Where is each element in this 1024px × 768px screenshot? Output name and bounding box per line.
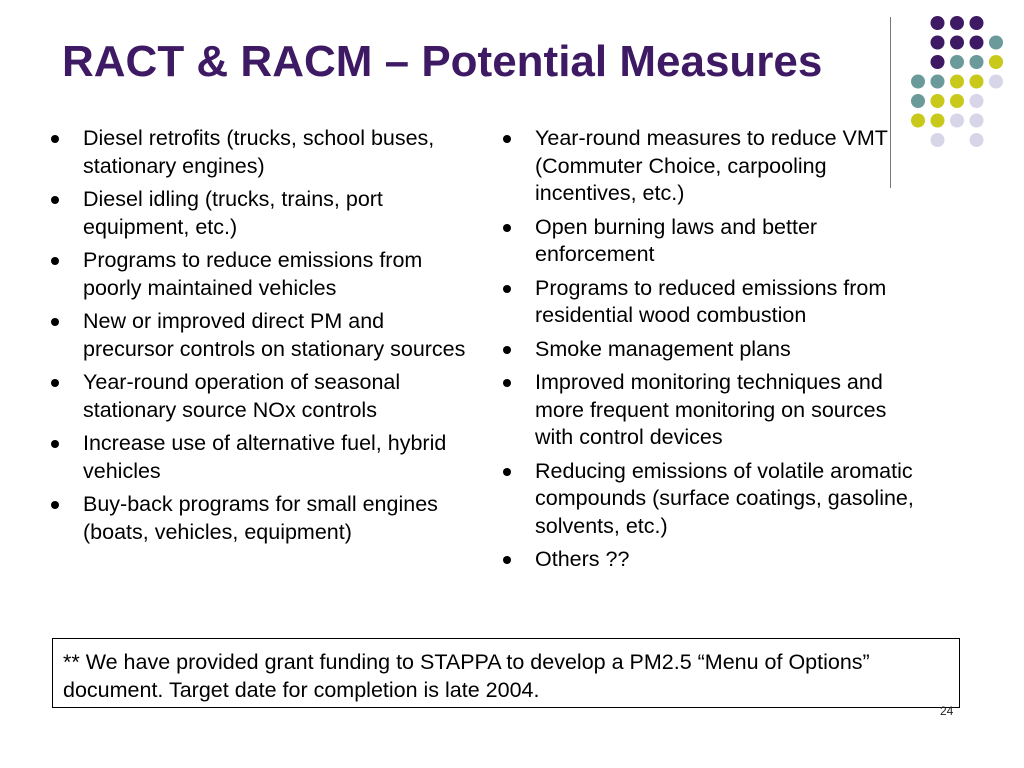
left-bullet-text: New or improved direct PM and precursor controls on stationary sources: [83, 309, 466, 361]
decor-dot: [931, 36, 945, 50]
bullet-dot-icon: [51, 379, 59, 387]
bullet-dot-icon: [503, 346, 511, 354]
decor-dot: [931, 75, 945, 89]
decor-dot: [989, 55, 1003, 69]
decor-dot: [950, 55, 964, 69]
bullet-dot-icon: [51, 440, 59, 448]
right-bullet-item: [499, 546, 929, 574]
right-bullet-text: Open burning laws and better enforcement: [535, 214, 818, 266]
right-bullet-text: Improved monitoring techniques and more frequent monitoring on sources with control devices: [535, 370, 887, 449]
left-bullet-item: [47, 430, 477, 485]
decor-dot: [911, 75, 925, 89]
decor-dot: [931, 94, 945, 108]
right-bullet-item: [499, 458, 929, 541]
page-number: 24: [940, 704, 954, 718]
bullet-dot-icon: [51, 318, 59, 326]
left-bullet-text: Increase use of alternative fuel, hybrid vehicles: [83, 431, 447, 483]
left-bullet-text: Year-round operation of seasonal stationary source NOx controls: [83, 370, 401, 422]
right-bullet-item: [499, 275, 929, 330]
bullet-dot-icon: [51, 196, 59, 204]
decor-dot: [950, 114, 964, 128]
right-bullet-text: Smoke management plans: [535, 336, 791, 361]
bullet-dot-icon: [503, 468, 511, 476]
decor-dot: [970, 16, 984, 30]
bullet-dot-icon: [51, 135, 59, 143]
decor-dot: [970, 75, 984, 89]
bullet-dot-icon: [503, 224, 511, 232]
decor-dot: [931, 16, 945, 30]
right-bullet-item: [499, 369, 929, 452]
left-bullet-list: [47, 125, 477, 552]
left-bullet-text: Diesel retrofits (trucks, school buses, stationary engines): [83, 126, 435, 178]
slide-title: RACT & RACM – Potential Measures: [62, 37, 823, 86]
bullet-dot-icon: [503, 285, 511, 293]
bullet-dot-icon: [51, 501, 59, 509]
decor-dot: [970, 114, 984, 128]
decor-dot: [970, 55, 984, 69]
decor-dot: [950, 94, 964, 108]
left-bullet-text: Programs to reduce emissions from poorly maintained vehicles: [83, 248, 423, 300]
left-bullet-item: [47, 247, 477, 302]
decor-dot: [970, 36, 984, 50]
left-bullet-item: [47, 308, 477, 363]
note-box: [52, 638, 960, 708]
right-bullet-list: [499, 125, 929, 580]
bullet-dot-icon: [51, 257, 59, 265]
bullet-dot-icon: [503, 556, 511, 564]
right-bullet-text: Others ??: [535, 547, 630, 571]
decor-dot: [931, 114, 945, 128]
left-bullet-text: Diesel idling (trucks, trains, port equipment, etc.): [83, 187, 383, 239]
right-bullet-item: [499, 125, 929, 208]
decor-dot: [970, 133, 984, 147]
left-bullet-item: [47, 369, 477, 424]
decor-dot: [950, 75, 964, 89]
note-text: ** We have provided grant funding to STAPPA to develop a PM2.5 “Menu of Options” document. Target date for completion is late 2004.: [63, 650, 870, 702]
decor-dot: [989, 75, 1003, 89]
bullet-dot-icon: [503, 135, 511, 143]
decor-dot: [970, 94, 984, 108]
right-bullet-text: Reducing emissions of volatile aromatic compounds (surface coatings, gasoline, solvents, etc.): [535, 458, 914, 538]
decor-dot: [989, 36, 1003, 50]
right-bullet-text: Programs to reduced emissions from residential wood combustion: [535, 275, 887, 327]
right-bullet-text: Year-round measures to reduce VMT (Commuter Choice, carpooling incentives, etc.): [535, 126, 888, 205]
right-bullet-item: [499, 214, 929, 269]
right-bullet-item: [499, 336, 929, 364]
decor-dot: [950, 16, 964, 30]
left-bullet-item: [47, 186, 477, 241]
decor-dot: [931, 55, 945, 69]
left-bullet-item: [47, 125, 477, 180]
left-bullet-text: Buy-back programs for small engines (boats, vehicles, equipment): [83, 492, 438, 544]
bullet-dot-icon: [503, 379, 511, 387]
decor-dot: [931, 133, 945, 147]
decor-dot: [911, 94, 925, 108]
left-bullet-item: [47, 491, 477, 546]
decor-dot: [950, 36, 964, 50]
